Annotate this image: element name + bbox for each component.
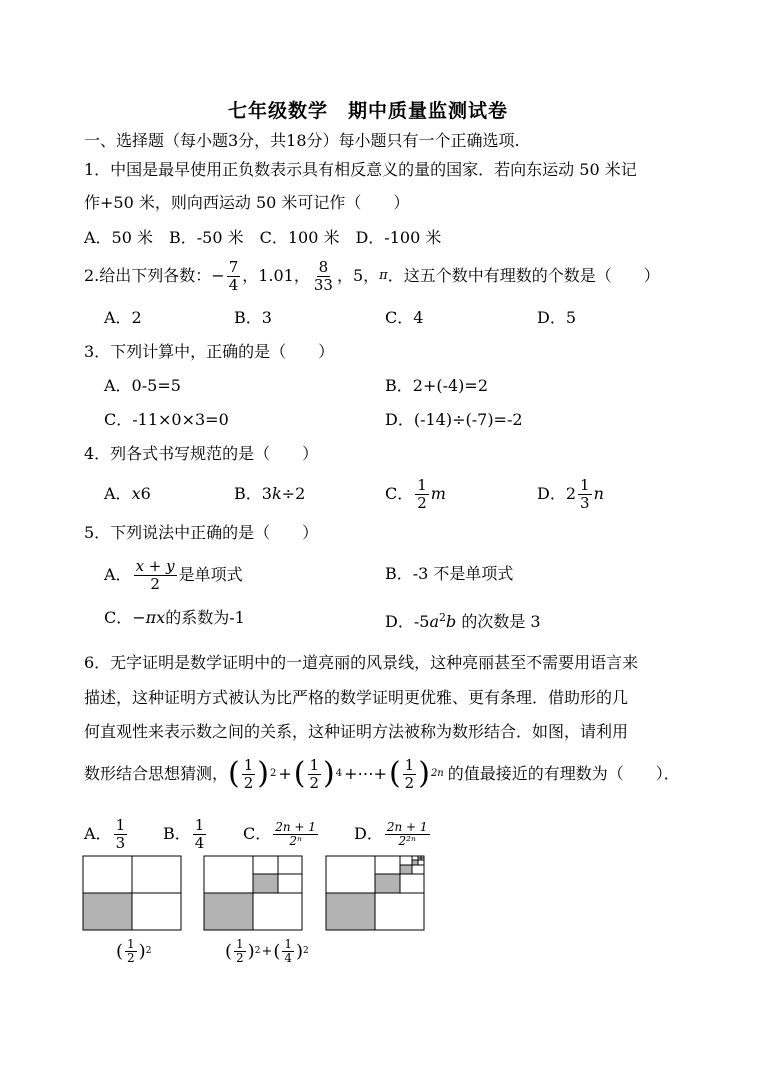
q5-option-a: A． $\frac{x + y}{2}$ 是单项式 [104, 556, 243, 593]
q2-pi: π [379, 268, 388, 283]
q2-option-b: B．3 [234, 308, 272, 327]
fig2-shaded-quarter [204, 893, 253, 930]
q6-term-2: $\frac{1}{2}$ [309, 755, 320, 792]
q5-option-b: B．-3 不是单项式 [385, 564, 514, 583]
fig2-shaded-sixteenth [253, 874, 278, 893]
q2-mid2: ，5， [336, 266, 380, 285]
q3-option-a: A．0-5=5 [104, 376, 181, 395]
q6-option-c: C． $\frac{2n + 1}{\text{2ⁿ}}$ [243, 819, 316, 848]
q2-option-a: A．2 [104, 308, 142, 327]
q1-options: A．50 米 B．-50 米 C．100 米 D．-100 米 [84, 228, 442, 247]
q4-option-d: D． 2 $\frac{1}{3}$ n [537, 475, 604, 512]
q2-stem [84, 256, 660, 296]
figure-2-caption: ( $\frac{1}{2}$ ) 2 + ( $\frac{1}{4}$ ) 2 [225, 936, 309, 965]
q5-option-c: C．−πx的系数为-1 [104, 608, 245, 627]
q3-stem: 3．下列计算中，正确的是（ ） [84, 342, 335, 361]
q2-suffix: ．这五个数中有理数的个数是（ ） [387, 266, 660, 285]
q3-option-c: C．-11×0×3=0 [104, 410, 229, 429]
figure-1-caption: ( $\frac{1}{2}$ ) 2 [116, 936, 152, 965]
page-title: 七年级数学 期中质量监测试卷 [228, 100, 509, 122]
q2-option-d: D．5 [537, 308, 577, 327]
q4-d-fraction: $\frac{1}{3}$ [580, 475, 590, 512]
q4-option-b: B． 3 k ÷2 [234, 484, 306, 503]
q6-option-b: B． $\frac{1}{4}$ [163, 815, 205, 852]
q6-line2: 描述，这种证明方式被认为比严格的数学证明更优雅、更有条理．借助形的几 [84, 688, 629, 707]
q4-option-c: C． $\frac{1}{2}$ m [385, 475, 446, 512]
q6-term-1: $\frac{1}{2}$ [243, 755, 254, 792]
fig3-shaded-1 [326, 893, 375, 930]
q6-line3: 何直观性来表示数之间的关系，这种证明方法被称为数形结合．如图，请利用 [84, 722, 629, 741]
q3-option-d: D．(-14)÷(-7)=-2 [385, 410, 523, 429]
q4-c-fraction: $\frac{1}{2}$ [417, 475, 427, 512]
q6-line4: 数形结合思想猜测， ( $\frac{1}{2}$ ) 2 + ( $\frac{1}{2}$ ) 4 +⋯+ ( $\frac{1}{2}$ ) 2n 的值最接近的有理数为（ ）． [84, 755, 680, 792]
q5-stem: 5．下列说法中正确的是（ ） [84, 523, 319, 542]
q1-line2: 作+50 米，则向西运动 50 米可记作（ ） [84, 193, 410, 212]
q2-neg-sign: − [211, 266, 225, 285]
section-heading: 一、选择题（每小题3分，共18分）每小题只有一个正确选项. [84, 131, 520, 150]
fig1-shaded-quarter [83, 893, 132, 930]
q6-term-n: $\frac{1}{2}$ [404, 755, 415, 792]
q6-option-a: A． $\frac{1}{3}$ [84, 815, 126, 852]
figure-1 [82, 855, 182, 931]
q1-line1: 1．中国是最早使用正负数表示具有相反意义的量的国家．若向东运动 50 米记 [84, 160, 637, 179]
fig3-shaded-2 [375, 874, 400, 893]
q2-mid1: ，1.01， [242, 266, 310, 285]
q3-option-b: B．2+(-4)=2 [385, 376, 489, 395]
q6-option-d: D． $\frac{2n + 1}{\text{2²ⁿ}}$ [354, 819, 428, 848]
fig3-shaded-4 [412, 860, 418, 865]
figure-3 [325, 855, 425, 931]
fig3-shaded-3 [400, 865, 412, 874]
q2-fraction-1: $\frac{7}{4}$ [228, 257, 239, 294]
q2-prefix: 2.给出下列各数： [84, 266, 212, 285]
figure-2 [203, 855, 303, 931]
q4-stem: 4．列各式书写规范的是（ ） [84, 444, 319, 463]
q5-a-fraction: $\frac{x + y}{2}$ [135, 556, 175, 593]
q2-fraction-2: $\frac{8}{33}$ [313, 257, 333, 294]
q2-option-c: C．4 [385, 308, 424, 327]
q4-option-a: A． x 6 [104, 484, 151, 503]
q6-line1: 6．无字证明是数学证明中的一道亮丽的风景线，这种亮丽甚至不需要用语言来 [84, 653, 639, 672]
q5-option-d: D．$-5a^2b$ 的次数是 3 [385, 611, 541, 631]
